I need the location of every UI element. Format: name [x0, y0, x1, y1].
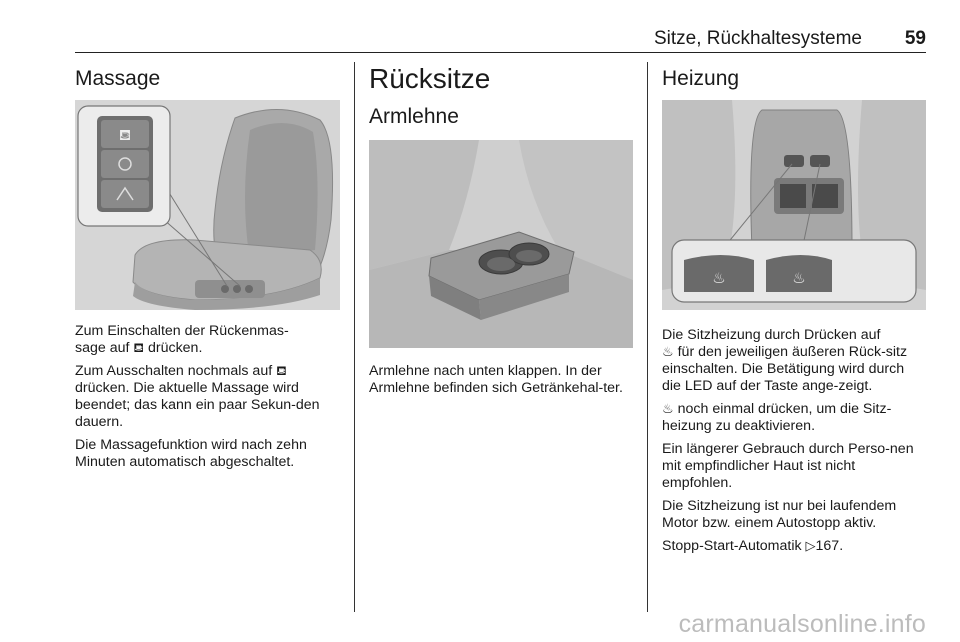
seat-massage-icon: ⛾ — [133, 341, 145, 356]
ruecksitze-heading: Rücksitze — [369, 63, 491, 94]
heizung-paragraph-engine: Die Sitzheizung ist nur bei laufendem Motor bzw. einem Autostopp aktiv. — [662, 498, 897, 531]
seat-heating-icon: ♨ — [662, 345, 674, 360]
triangle-arrow-icon: ▷ — [805, 539, 816, 554]
armlehne-subheading: Armlehne — [369, 105, 459, 128]
massage-section — [75, 62, 340, 92]
column-divider — [647, 62, 648, 612]
heizung-section — [662, 62, 926, 92]
heizung-paragraph-off: ♨ noch einmal drücken, um die Sitz-heizung zu deaktivieren. — [662, 401, 892, 434]
heizung-heading: Heizung — [662, 67, 740, 90]
massage-text — [75, 323, 340, 477]
heizung-paragraph-on: Die Sitzheizung durch Drücken auf ♨ für den jeweiligen äußeren Rück-sitz einschalten. Die Betätigung wird durch die LED auf der Taste ange-zeigt. — [662, 327, 908, 394]
seat-heating-icon: ♨ — [662, 402, 674, 417]
watermark: carmanualsonline.info — [678, 610, 926, 638]
column-divider — [354, 62, 355, 612]
seat-massage-icon: ⛾ — [276, 364, 287, 379]
chapter-title: Sitze, Rückhaltesysteme — [653, 28, 862, 49]
heizung-paragraph-crossref: Stopp-Start-Automatik ▷167. — [662, 538, 844, 554]
massage-paragraph-off: Zum Ausschalten nochmals auf ⛾ drücken. Die aktuelle Massage wird beendet; das kann ein paar Sekun-den dauern. — [75, 363, 320, 430]
ruecksitze-text — [369, 363, 633, 403]
svg-text:⛾: ⛾ — [118, 126, 132, 144]
armrest-illustration — [369, 140, 633, 348]
ruecksitze-section — [369, 62, 633, 130]
rear-seat-heating-illustration — [662, 100, 926, 310]
heizung-paragraph-warning: Ein längerer Gebrauch durch Perso-nen mit empfindlicher Haut ist nicht empfohlen. — [662, 441, 914, 491]
massage-paragraph-auto-off: Die Massagefunktion wird nach zehn Minuten automatisch abgeschaltet. — [75, 437, 307, 470]
svg-text:♨: ♨ — [712, 269, 726, 287]
page-number: 59 — [904, 28, 926, 49]
massage-seat-illustration — [75, 100, 340, 310]
massage-paragraph-on: Zum Einschalten der Rückenmas- sage auf ⛾ drücken. — [75, 323, 289, 356]
armlehne-paragraph: Armlehne nach unten klappen. In der Armlehne befinden sich Getränkehal-ter. — [369, 363, 623, 396]
massage-heading: Massage — [75, 67, 161, 90]
svg-text:♨: ♨ — [792, 269, 806, 287]
heizung-text — [662, 327, 926, 561]
page-header — [75, 28, 926, 53]
